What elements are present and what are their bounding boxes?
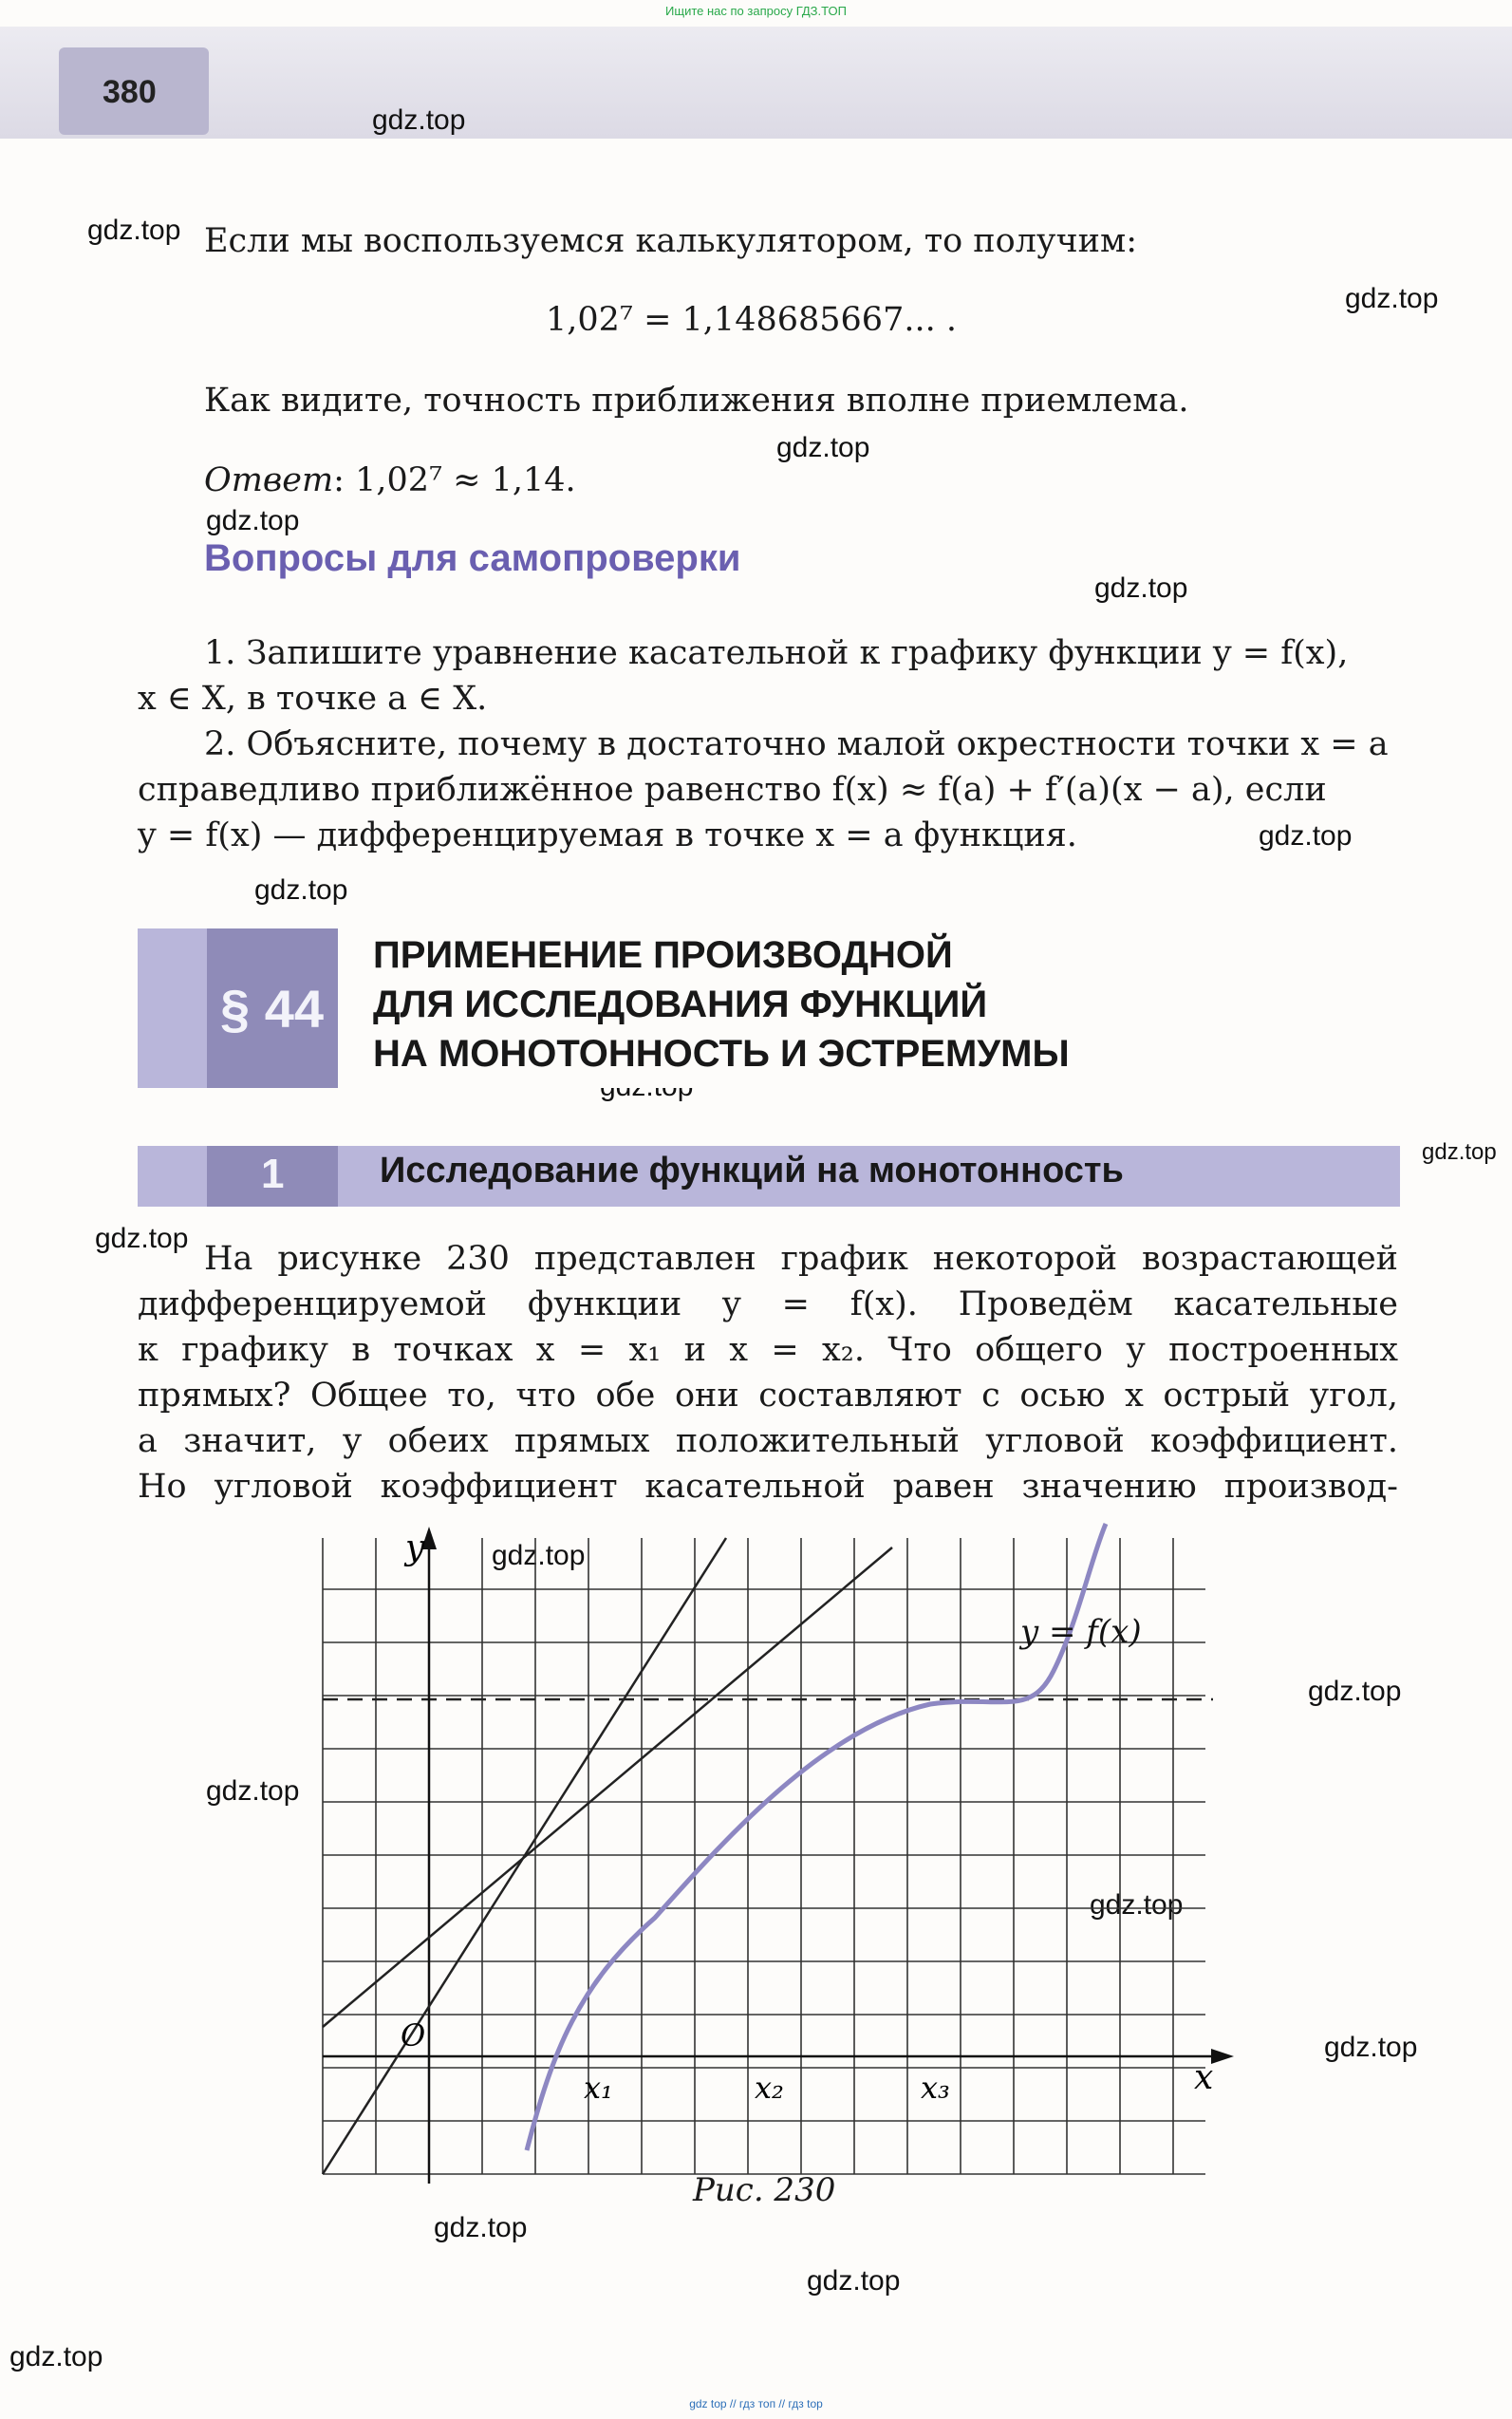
answer-value: : 1,02⁷ ≈ 1,14. xyxy=(333,461,576,499)
x-axis-arrow xyxy=(1211,2049,1234,2064)
body-line-4: прямых? Общее то, что обе они составляют с осью x острый угол, xyxy=(138,1377,1398,1415)
question-1-line-1: 1. Запишите уравнение касательной к графику функции y = f(x), xyxy=(204,634,1349,672)
watermark: gdz.top xyxy=(434,2212,528,2243)
body-line-2: дифференцируемой функции y = f(x). Проведём касательные xyxy=(138,1285,1398,1323)
watermark: gdz.top xyxy=(9,2341,103,2372)
section-title-line-3: НА МОНОТОННОСТЬ И ЭСТРЕМУМЫ xyxy=(373,1033,1070,1075)
y-axis-label: y xyxy=(405,1528,425,1567)
section-title-line-1: ПРИМЕНЕНИЕ ПРОИЗВОДНОЙ xyxy=(373,934,953,976)
x3-label: x₃ xyxy=(921,2070,950,2106)
page-number: 380 xyxy=(103,74,157,110)
subsection-title: Исследование функций на монотонность xyxy=(380,1151,1124,1191)
figure-caption: Рис. 230 xyxy=(693,2171,836,2209)
answer xyxy=(204,458,576,503)
watermark: gdz.top xyxy=(1324,2032,1418,2063)
watermark: gdz.top xyxy=(492,1540,586,1571)
question-2-line-3: y = f(x) — дифференцируемая в точке x = a функция. xyxy=(138,816,1077,854)
question-1-line-2: x ∈ X, в точке a ∈ X. xyxy=(138,680,488,718)
watermark: gdz.top xyxy=(1308,1676,1402,1707)
curve-label: y = f(x) xyxy=(1020,1613,1142,1651)
section-title-line-2: ДЛЯ ИССЛЕДОВАНИЯ ФУНКЦИЙ xyxy=(373,984,988,1025)
body-line-6: Но угловой коэффициент касательной равен значению производ- xyxy=(138,1468,1398,1506)
answer-label: Ответ xyxy=(204,461,334,499)
x2-label: x₂ xyxy=(755,2070,784,2106)
question-2-line-1: 2. Объясните, почему в достаточно малой окрестности точки x = a xyxy=(204,725,1389,763)
x-axis-label: x xyxy=(1194,2058,1214,2097)
watermark: gdz.top xyxy=(1422,1139,1497,1165)
body-line-5: а значит, у обеих прямых положительный угловой коэффициент. xyxy=(138,1422,1398,1460)
watermark: gdz.top xyxy=(776,432,870,463)
watermark: gdz.top xyxy=(206,505,300,536)
watermark: gdz.top xyxy=(87,215,181,246)
section-title xyxy=(373,930,1070,1078)
watermark: gdz.top xyxy=(206,1775,300,1807)
intro-formula: 1,02⁷ = 1,148685667... . xyxy=(546,301,957,339)
watermark: gdz.top xyxy=(1259,820,1353,852)
tangent-line-x2 xyxy=(323,1547,892,2027)
questions-title: Вопросы для самопроверки xyxy=(204,537,741,579)
watermark: gdz.top xyxy=(1094,572,1188,604)
watermark: gdz.top xyxy=(95,1223,189,1254)
intro-line-1: Если мы воспользуемся калькулятором, то получим: xyxy=(204,222,1138,260)
top-note: Ищите нас по запросу ГДЗ.ТОП xyxy=(665,4,847,18)
x1-label: x₁ xyxy=(584,2070,613,2106)
section-number: § 44 xyxy=(220,979,324,1039)
watermark: gdz.top xyxy=(1090,1889,1184,1921)
question-2-line-2: справедливо приближённое равенство f(x) ≈ f(a) + f′(a)(x − a), если xyxy=(138,771,1327,809)
figure-230-graph xyxy=(294,1519,1234,2184)
header-band xyxy=(0,27,1512,139)
watermark: gdz.top xyxy=(807,2265,901,2297)
body-line-3: к графику в точках x = x₁ и x = x₂. Что общего у построенных xyxy=(138,1331,1398,1369)
origin-label: O xyxy=(401,2017,426,2053)
watermark: gdz.top xyxy=(254,874,348,906)
bottom-note: gdz top // гдз топ // гдз top xyxy=(689,2397,823,2410)
intro-line-2: Как видите, точность приближения вполне приемлема. xyxy=(204,382,1189,420)
watermark: gdz.top xyxy=(372,104,466,136)
body-line-1: На рисунке 230 представлен график некоторой возрастающей xyxy=(204,1240,1398,1278)
watermark: gdz.top xyxy=(1345,283,1439,314)
subsection-number: 1 xyxy=(261,1151,285,1197)
